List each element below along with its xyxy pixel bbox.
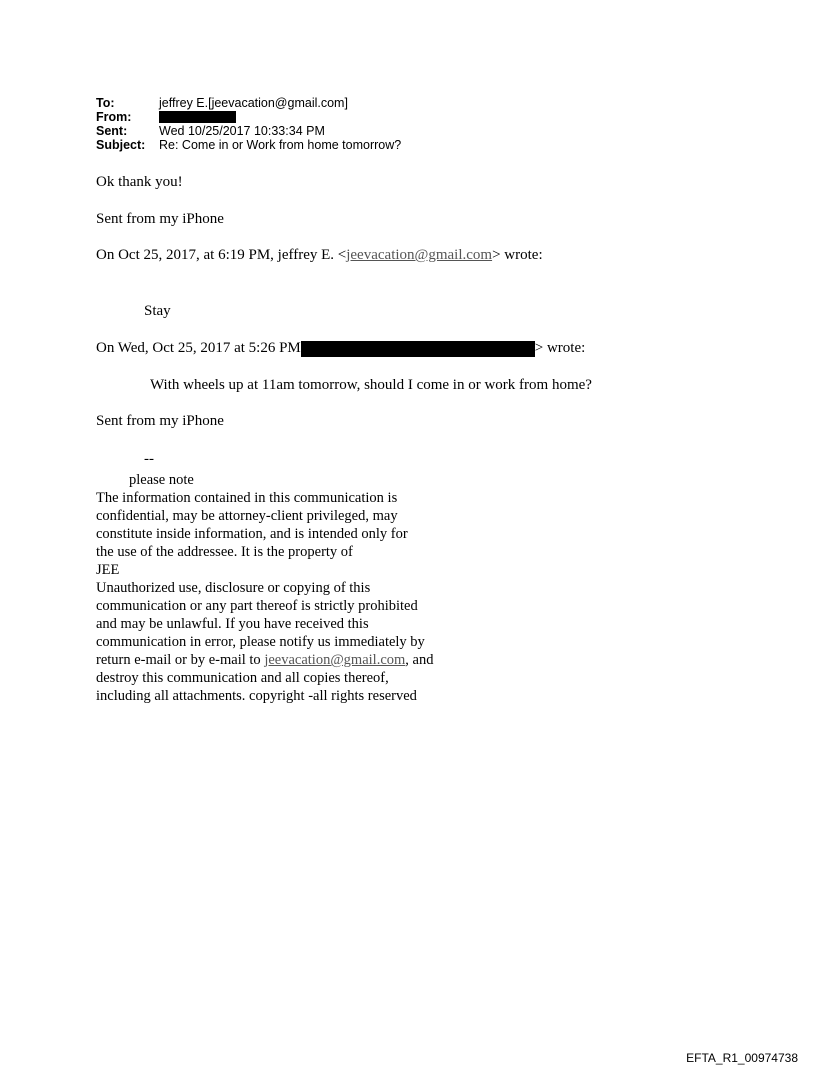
disclaimer-line: communication or any part thereof is strictly prohibited	[96, 598, 418, 614]
quote2-signature: Sent from my iPhone	[96, 413, 224, 429]
document-id: EFTA_R1_00974738	[686, 1051, 798, 1065]
return-prefix: return e-mail or by e-mail to	[96, 652, 265, 668]
quote2-intro	[96, 340, 585, 357]
disclaimer-line: Unauthorized use, disclosure or copying of this	[96, 580, 371, 596]
subject-row	[96, 138, 401, 152]
disclaimer-line: JEE	[96, 562, 120, 578]
disclaimer-line: including all attachments. copyright -all rights reserved	[96, 688, 417, 704]
disclaimer-block	[96, 471, 433, 705]
disclaimer-line: destroy this communication and all copies thereof,	[96, 670, 389, 686]
to-value: jeffrey E.[jeevacation@gmail.com]	[159, 96, 348, 110]
quote1-intro	[96, 247, 543, 264]
return-suffix: , and	[405, 652, 434, 668]
redaction-bar	[301, 341, 535, 357]
quote1-intro-suffix: > wrote:	[492, 247, 543, 263]
disclaimer-line: confidential, may be attorney-client privileged, may	[96, 508, 398, 524]
signature-separator: --	[144, 451, 154, 467]
from-row	[96, 110, 401, 124]
disclaimer-email-link[interactable]: jeevacation@gmail.com	[264, 652, 406, 668]
disclaimer-line: constitute inside information, and is intended only for	[96, 526, 408, 542]
quote1-email-link[interactable]: jeevacation@gmail.com	[346, 247, 493, 263]
sent-row	[96, 124, 401, 138]
disclaimer-line: communication in error, please notify us immediately by	[96, 634, 425, 650]
disclaimer-return-line	[96, 651, 433, 669]
quote2-body: With wheels up at 11am tomorrow, should I come in or work from home?	[150, 377, 592, 393]
quote1-body: Stay	[144, 303, 171, 319]
from-label: From:	[96, 110, 132, 124]
redaction-bar	[159, 111, 236, 123]
sent-label: Sent:	[96, 124, 128, 138]
to-row	[96, 96, 401, 110]
email-header	[96, 96, 401, 152]
quote1-intro-prefix: On Oct 25, 2017, at 6:19 PM, jeffrey E. <	[96, 247, 347, 263]
to-label: To:	[96, 96, 115, 110]
disclaimer-line: and may be unlawful. If you have received this	[96, 616, 369, 632]
subject-label: Subject:	[96, 138, 146, 152]
disclaimer-line: The information contained in this communication is	[96, 490, 398, 506]
disclaimer-line: the use of the addressee. It is the property of	[96, 544, 353, 560]
reply-signature: Sent from my iPhone	[96, 211, 224, 227]
sent-value: Wed 10/25/2017 10:33:34 PM	[159, 124, 325, 138]
disclaimer-title: please note	[129, 472, 194, 488]
quote2-intro-suffix: > wrote:	[534, 340, 586, 356]
subject-value: Re: Come in or Work from home tomorrow?	[159, 138, 402, 152]
quote2-intro-prefix: On Wed, Oct 25, 2017 at 5:26 PM	[96, 340, 301, 356]
reply-text: Ok thank you!	[96, 174, 183, 190]
